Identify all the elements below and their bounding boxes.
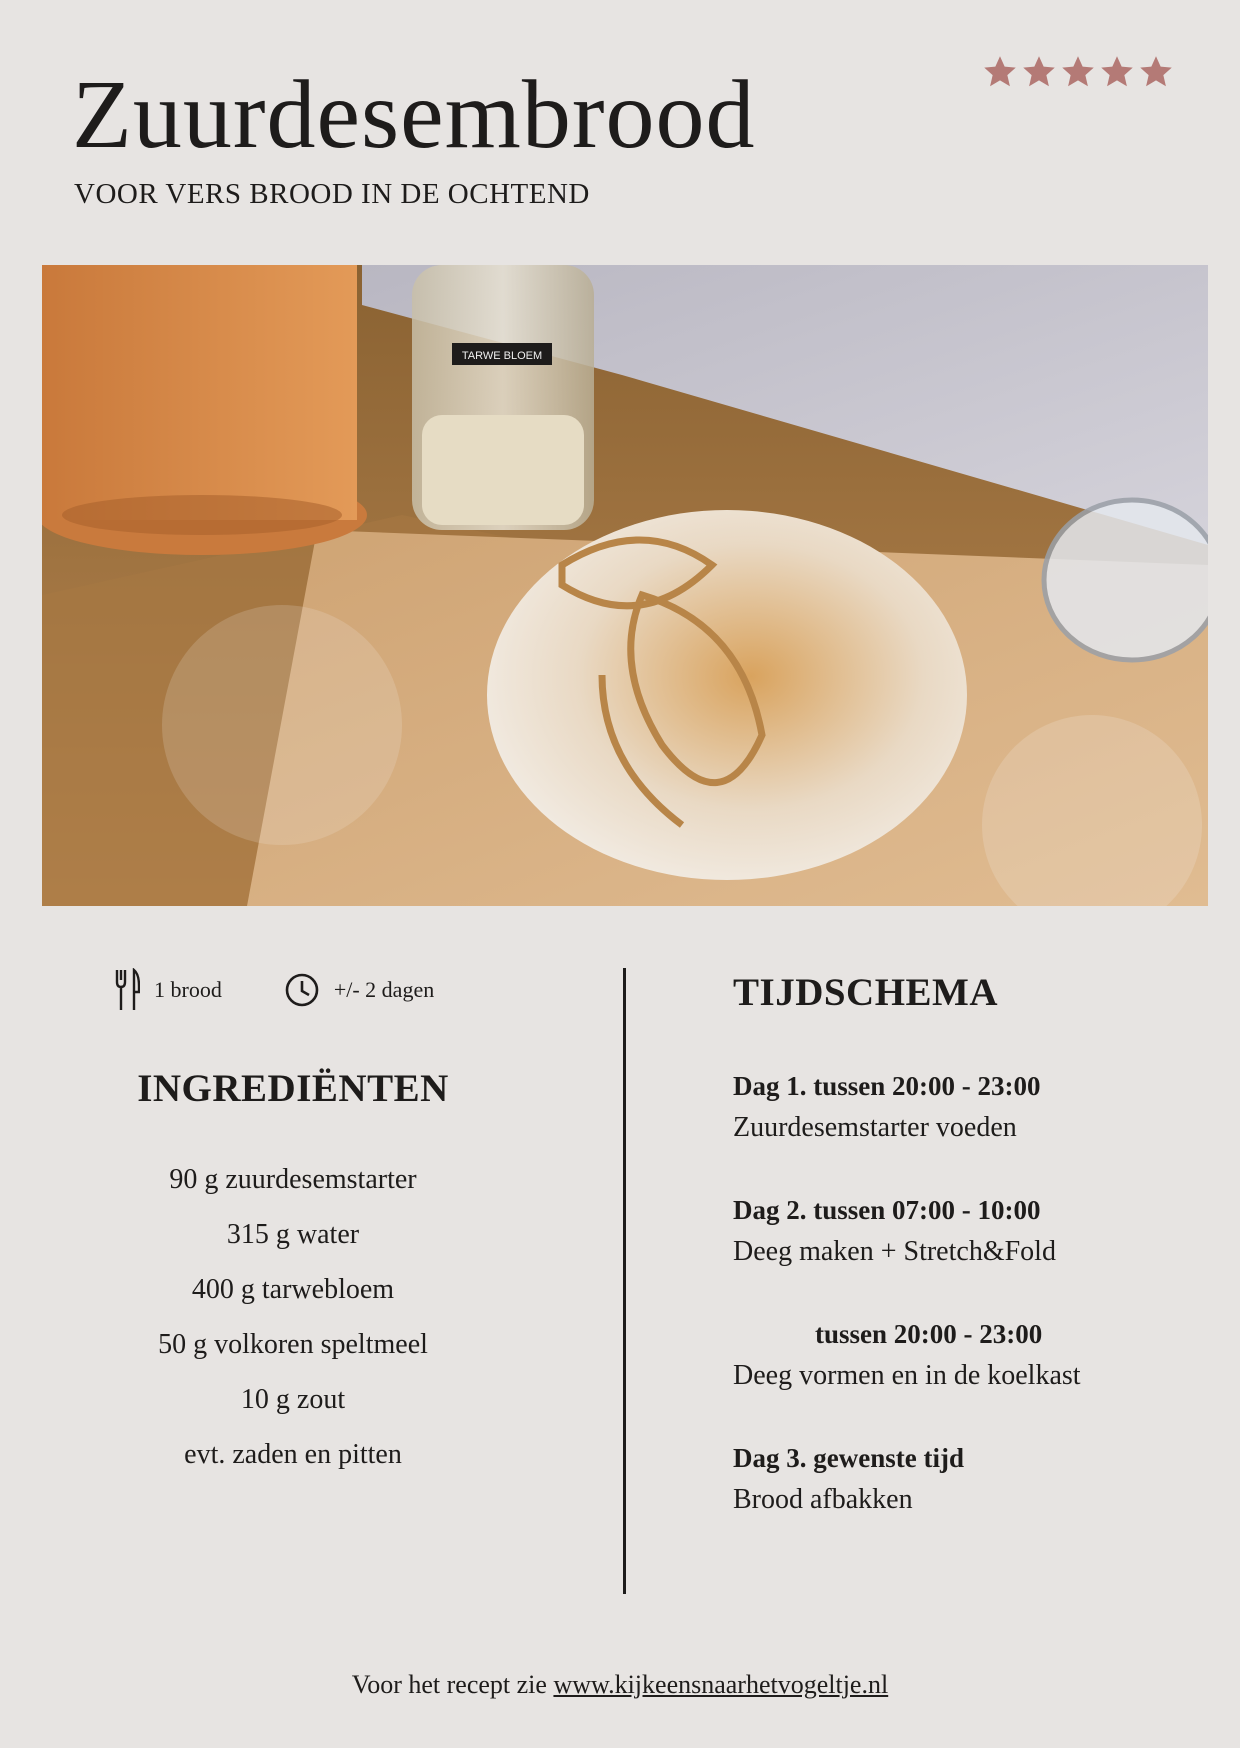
star-icon xyxy=(1060,54,1096,90)
bread-photo xyxy=(42,265,1208,906)
clock-icon xyxy=(284,972,320,1008)
star-icon xyxy=(1099,54,1135,90)
schedule-list xyxy=(733,1065,1193,1561)
schedule-task: Brood afbakken xyxy=(733,1484,913,1515)
schedule-time: Dag 2. tussen 07:00 - 10:00 xyxy=(733,1195,1041,1225)
duration xyxy=(284,972,434,1008)
schedule-time: tussen 20:00 - 23:00 xyxy=(815,1319,1043,1349)
recipe-title: Zuurdesembrood xyxy=(72,61,756,169)
servings xyxy=(114,968,222,1012)
schedule-entry xyxy=(733,1065,1193,1149)
ingredient-item: 315 g water xyxy=(226,1219,360,1250)
ingredient-item: 90 g zuurdesemstarter xyxy=(169,1164,417,1195)
schedule-entry xyxy=(733,1189,1193,1273)
rating-stars xyxy=(982,54,1174,90)
schedule-task: Deeg vormen en in de koelkast xyxy=(733,1360,1081,1391)
schedule-entry xyxy=(733,1313,1193,1397)
servings-text: 1 brood xyxy=(154,977,222,1002)
schedule-time: Dag 3. gewenste tijd xyxy=(733,1443,964,1473)
schedule-time: Dag 1. tussen 20:00 - 23:00 xyxy=(733,1071,1041,1101)
recipe-subtitle: VOOR VERS BROOD IN DE OCHTEND xyxy=(74,178,590,210)
star-icon xyxy=(1021,54,1057,90)
star-icon xyxy=(982,54,1018,90)
footer xyxy=(0,1670,1240,1700)
ingredient-item: 50 g volkoren speltmeel xyxy=(158,1329,428,1360)
schedule-entry xyxy=(733,1437,1193,1521)
ingredient-item: 10 g zout xyxy=(240,1384,346,1415)
ingredient-item: 400 g tarwebloem xyxy=(191,1274,395,1305)
duration-text: +/- 2 dagen xyxy=(333,977,435,1002)
column-divider xyxy=(623,968,626,1594)
recipe-meta xyxy=(114,968,434,1012)
schedule-heading: TIJDSCHEMA xyxy=(733,971,999,1014)
footer-text: Voor het recept zie xyxy=(351,1670,547,1699)
recipe-link[interactable]: www.kijkeensnaarhetvogeltje.nl xyxy=(553,1670,889,1699)
ingredient-item: evt. zaden en pitten xyxy=(184,1439,402,1470)
star-icon xyxy=(1138,54,1174,90)
schedule-task: Zuurdesemstarter voeden xyxy=(733,1112,1017,1143)
ingredients-heading: INGREDIËNTEN xyxy=(137,1067,449,1110)
fork-knife-icon xyxy=(114,968,140,1012)
ingredients-list xyxy=(42,1152,544,1482)
schedule-task: Deeg maken + Stretch&Fold xyxy=(733,1236,1056,1267)
jar-label: TARWE BLOEM xyxy=(461,350,543,362)
